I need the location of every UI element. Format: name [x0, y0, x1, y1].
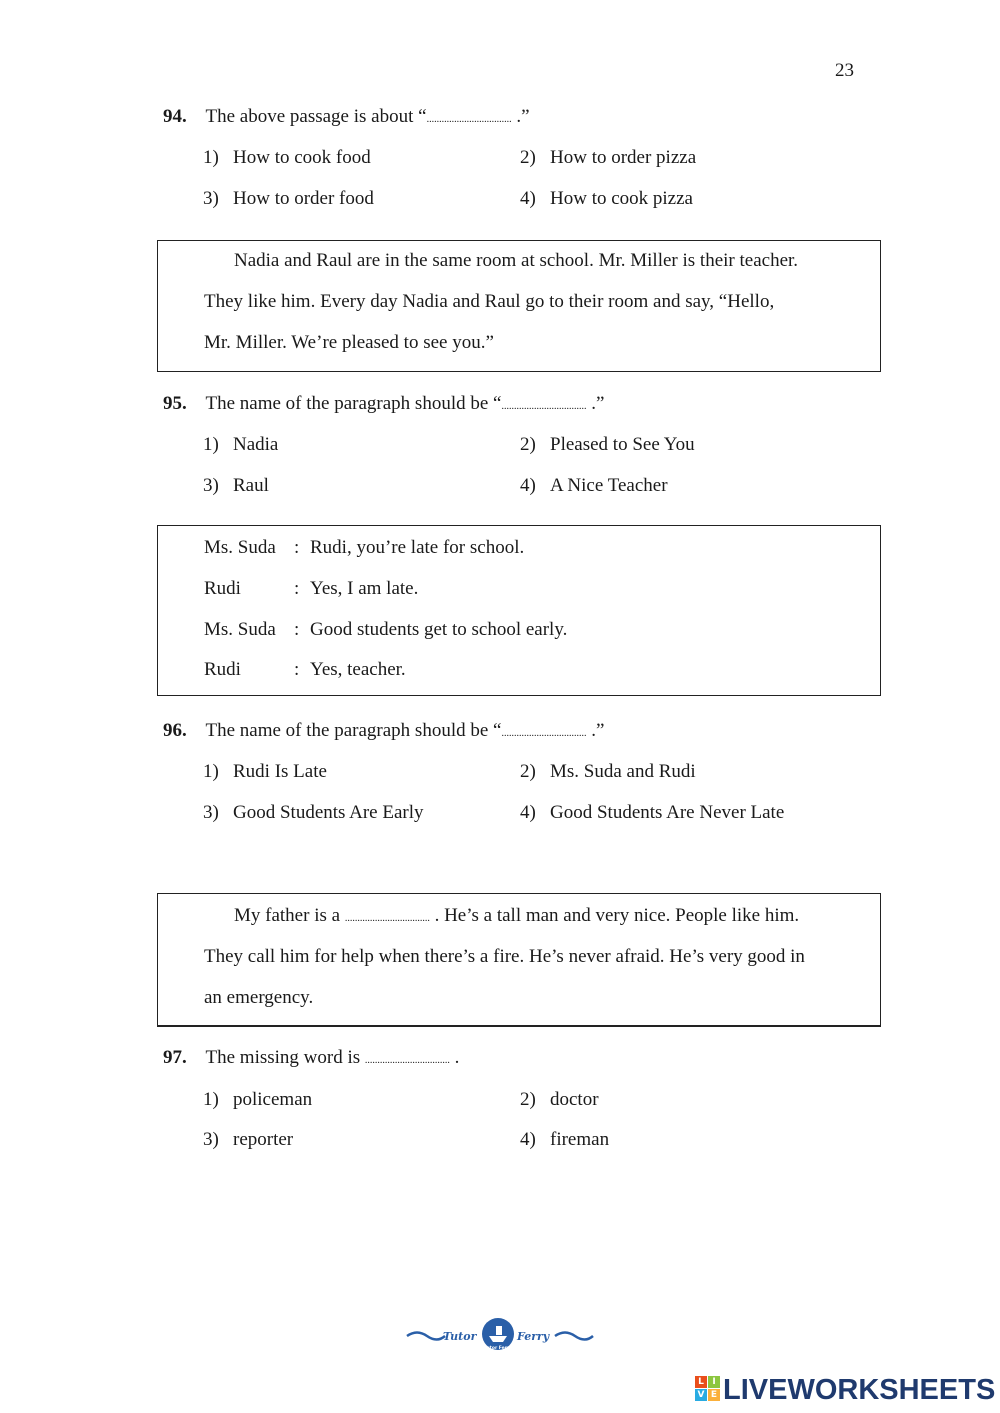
- option-96-4[interactable]: 4) Good Students Are Never Late: [520, 802, 785, 823]
- question-97-stem: 97. The missing word is .................................. .: [163, 1047, 460, 1068]
- passage-box-2: [157, 893, 881, 1027]
- ship-icon: [405, 1316, 595, 1356]
- brand-text: LIVEWORKSHEETS: [723, 1374, 996, 1406]
- option-96-1[interactable]: 1) Rudi Is Late: [203, 761, 327, 782]
- speaker: Ms. Suda: [204, 537, 276, 558]
- option-94-2[interactable]: 2) How to order pizza: [520, 147, 697, 168]
- liveworksheets-brand: [695, 1374, 995, 1407]
- question-94-stem: 94. The above passage is about “.................................. .”: [163, 106, 530, 127]
- answer-blank: ..................................: [501, 401, 587, 412]
- answer-blank: ..................................: [501, 728, 587, 739]
- passage-line: They call him for help when there’s a fire. He’s never afraid. He’s very good in: [204, 946, 805, 967]
- option-97-4[interactable]: 4) fireman: [520, 1129, 610, 1150]
- option-97-2[interactable]: 2) doctor: [520, 1089, 599, 1110]
- dialogue-line: Rudi : Yes, I am late.: [204, 578, 419, 599]
- speaker: Rudi: [204, 578, 241, 599]
- option-94-1[interactable]: 1) How to cook food: [203, 147, 371, 168]
- tutor-ferry-logo: [405, 1316, 595, 1362]
- option-95-2[interactable]: 2) Pleased to See You: [520, 434, 695, 455]
- answer-blank: ..................................: [344, 913, 430, 924]
- live-tiles-icon: L I V E: [695, 1376, 721, 1402]
- answer-blank: ..................................: [426, 114, 512, 125]
- question-number: 94.: [163, 106, 187, 127]
- svg-text:Ferry: Ferry: [517, 1330, 550, 1343]
- question-96-stem: 96. The name of the paragraph should be “.................................. .”: [163, 720, 605, 741]
- question-number: 97.: [163, 1047, 187, 1068]
- speaker: Ms. Suda: [204, 619, 276, 640]
- option-97-1[interactable]: 1) policeman: [203, 1089, 313, 1110]
- option-95-1[interactable]: 1) Nadia: [203, 434, 279, 455]
- passage-box-1: [157, 240, 881, 372]
- option-95-4[interactable]: 4) A Nice Teacher: [520, 475, 668, 496]
- passage-line: Nadia and Raul are in the same room at school. Mr. Miller is their teacher.: [234, 250, 799, 271]
- option-96-2[interactable]: 2) Ms. Suda and Rudi: [520, 761, 696, 782]
- speaker: Rudi: [204, 659, 241, 680]
- dialogue-line: Rudi : Yes, teacher.: [204, 659, 406, 680]
- question-95-stem: 95. The name of the paragraph should be “.................................. .”: [163, 393, 605, 414]
- answer-blank: ..................................: [364, 1055, 450, 1066]
- passage-line: They like him. Every day Nadia and Raul go to their room and say, “Hello,: [204, 291, 775, 312]
- option-95-3[interactable]: 3) Raul: [203, 475, 269, 496]
- page-number: 23: [835, 60, 854, 81]
- option-97-3[interactable]: 3) reporter: [203, 1129, 294, 1150]
- passage-line: Mr. Miller. We’re pleased to see you.”: [204, 332, 494, 353]
- option-96-3[interactable]: 3) Good Students Are Early: [203, 802, 424, 823]
- dialogue-line: Ms. Suda : Good students get to school early.: [204, 619, 568, 640]
- passage-line: an emergency.: [204, 987, 314, 1008]
- option-94-3[interactable]: 3) How to order food: [203, 188, 374, 209]
- option-94-4[interactable]: 4) How to cook pizza: [520, 188, 693, 209]
- passage-line: My father is a .................................. . He’s a tall man and very nice. People like him.: [234, 905, 800, 926]
- question-number: 95.: [163, 393, 187, 414]
- dialogue-line: Ms. Suda : Rudi, you’re late for school.: [204, 537, 525, 558]
- question-number: 96.: [163, 720, 187, 741]
- dialogue-box: [157, 525, 881, 696]
- svg-text:Tutor Ferry: Tutor Ferry: [483, 1346, 513, 1351]
- svg-text:Tutor: Tutor: [443, 1330, 477, 1343]
